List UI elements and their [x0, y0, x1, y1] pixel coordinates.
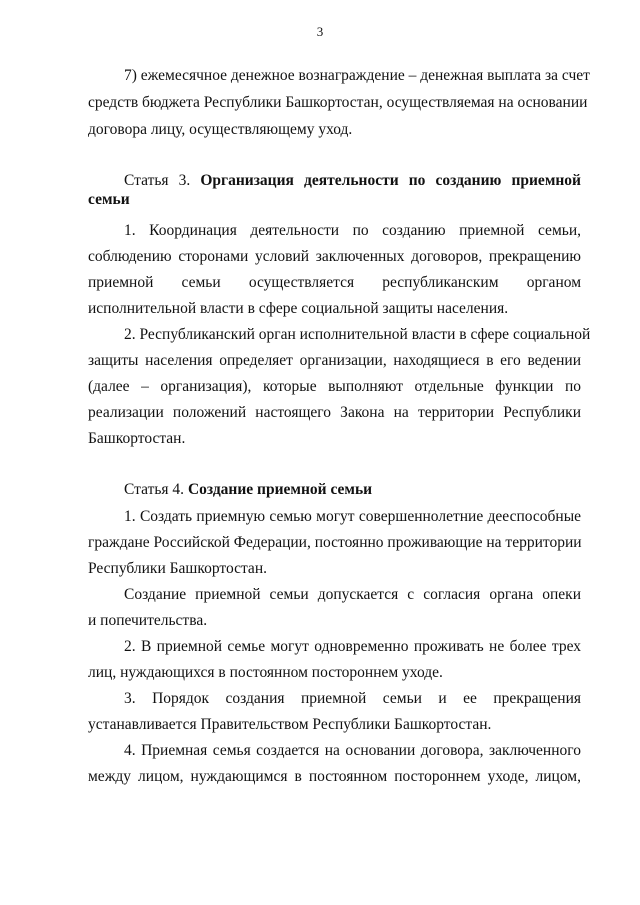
article3-heading-line-1	[124, 171, 581, 191]
article3-heading-line-2	[88, 190, 581, 210]
article4-p1-line-2: граждане Российской Федерации, постоянно проживающие на территории	[88, 534, 582, 551]
article3-p2-line-2: защиты населения определяет организации, находящиеся в его ведении	[88, 352, 581, 369]
article3-p1-line-2: соблюдению сторонами условий заключенных договоров, прекращению	[88, 248, 581, 265]
article3-p2-line-4: реализации положений настоящего Закона на территории Республики	[88, 404, 581, 421]
article3-p2-line-1: 2. Республиканский орган исполнительной власти в сфере социальной	[124, 326, 591, 343]
article4-p1-line-1: 1. Создать приемную семью могут совершеннолетние дееспособные	[124, 508, 581, 525]
article3-p1-line-4: исполнительной власти в сфере социальной защиты населения.	[88, 300, 509, 317]
article3-prefix: Статья 3.	[124, 172, 191, 189]
article4-p4-line-2: между лицом, нуждающимся в постоянном постороннем уходе, лицом,	[88, 768, 581, 785]
article3-p1-line-3: приемной семьи осуществляется республиканским органом	[88, 274, 581, 291]
article4-p1b-line-2: и попечительства.	[88, 612, 208, 629]
article3-p2-line-5: Башкортостан.	[88, 430, 186, 447]
item7-line-1: 7) ежемесячное денежное вознаграждение – денежная выплата за счет	[124, 67, 590, 84]
article3-title-cont: семьи	[88, 191, 130, 208]
article4-prefix: Статья 4.	[124, 481, 185, 498]
article4-p1-line-3: Республики Башкортостан.	[88, 560, 267, 577]
article3-p2-line-3: (далее – организация), которые выполняют отдельные функции по	[88, 378, 581, 395]
article4-heading	[124, 480, 581, 500]
page-number: 3	[316, 24, 324, 39]
article4-p2-line-2: лиц, нуждающихся в постоянном постороннем уходе.	[88, 664, 443, 681]
article4-p4-line-1: 4. Приемная семья создается на основании договора, заключенного	[124, 742, 581, 759]
article4-p3-line-1: 3. Порядок создания приемной семьи и ее прекращения	[124, 690, 581, 707]
article4-p3-line-2: устанавливается Правительством Республики Башкортостан.	[88, 716, 492, 733]
article4-p1b-line-1: Создание приемной семьи допускается с согласия органа опеки	[124, 586, 581, 603]
article3-title: Организация деятельности по созданию приемной	[200, 172, 581, 189]
article4-title: Создание приемной семьи	[187, 481, 373, 498]
article3-p1-line-1: 1. Координация деятельности по созданию приемной семьи,	[124, 222, 581, 239]
item7-line-2: средств бюджета Республики Башкортостан, осуществляемая на основании	[88, 94, 588, 111]
article4-p2-line-1: 2. В приемной семье могут одновременно проживать не более трех	[124, 638, 581, 655]
item7-line-3: договора лицу, осуществляющему уход.	[88, 121, 353, 138]
